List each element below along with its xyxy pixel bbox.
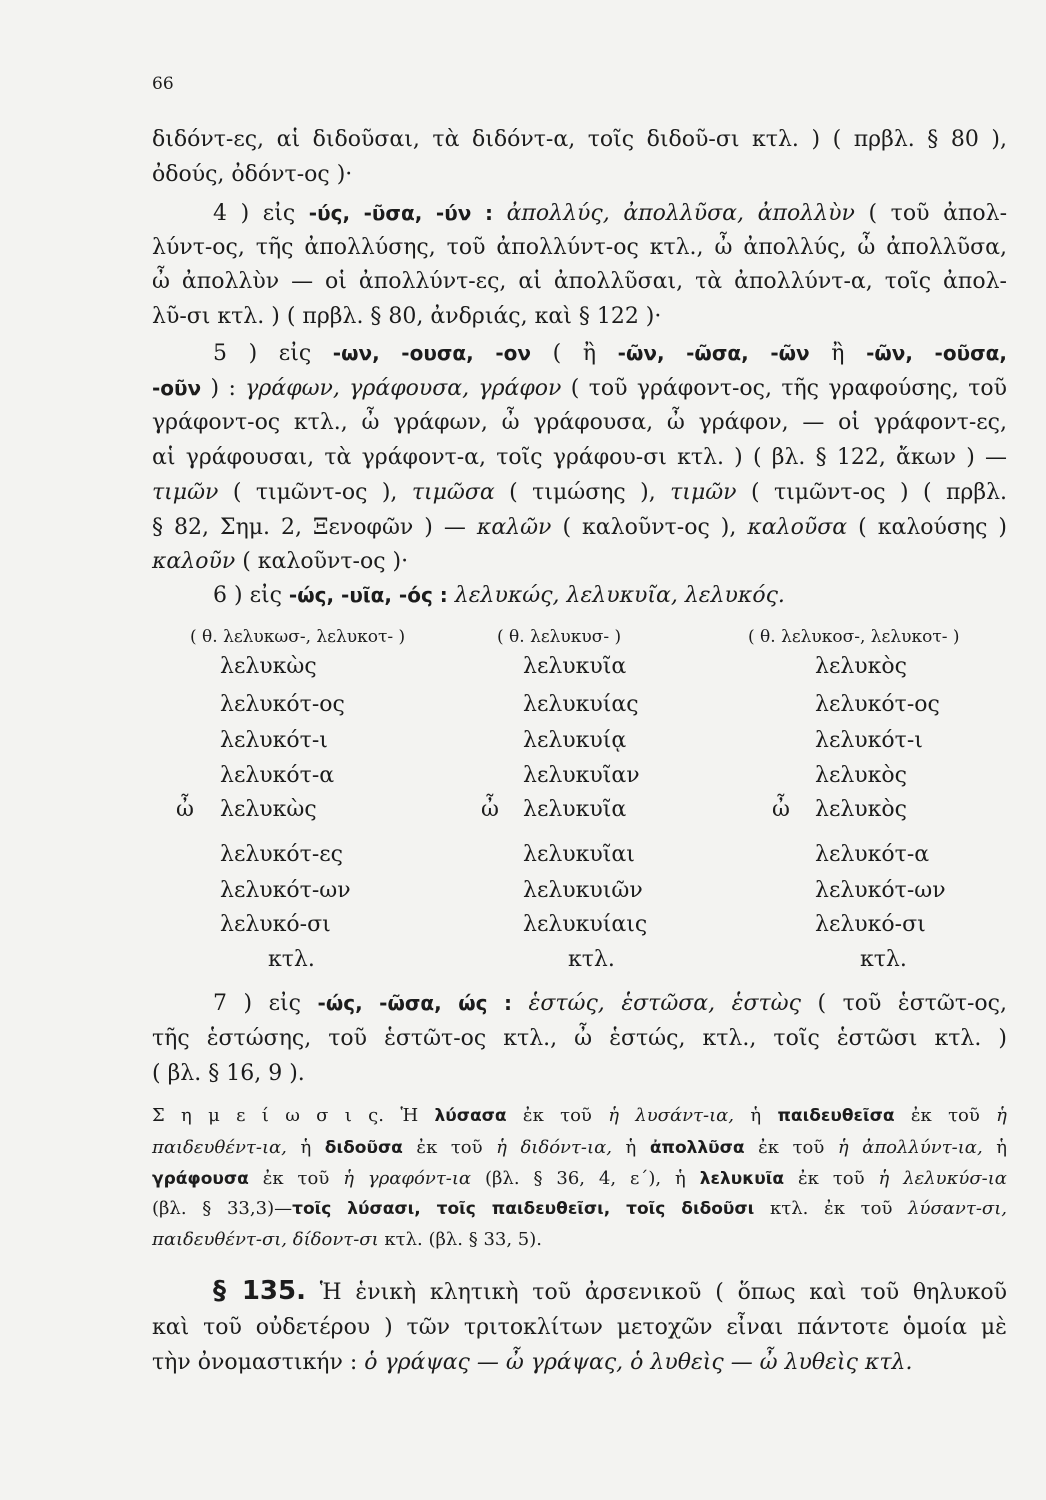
note-line [152,1227,1007,1253]
table-cell: λελυκότ-ων [815,878,946,903]
item-4-line: ὦ ἀπολλὺν — οἱ ἀπολλύντ-ες, αἱ ἀπολλῦσαι, τὰ ἀπολλύντ-α, τοῖς ἀπολ- [152,269,1007,294]
vocative-particle: ὦ [772,797,790,822]
table-cell: λελυκὸς [815,797,907,822]
item-number: 7 ) εἰς [213,991,301,1016]
note-line [152,1196,1007,1222]
item-number: 6 ) εἰς [213,583,282,608]
example-forms: τιμῶσα [411,480,495,505]
text-run: ἐκ τοῦ [798,1168,865,1189]
text-run: ἐκ τοῦ [910,1105,980,1126]
paragraph-line: διδόντ-ες, αἱ διδοῦσαι, τὰ διδόντ-α, τοῖς διδοῦ-σι κτλ. ) ( πρβλ. § 80 ), [152,127,1007,152]
text-run: (βλ. § 33,3)— [152,1198,293,1219]
note-label: Σ η μ ε ί ω σ ι ς. [152,1105,384,1126]
item-5-line [213,338,1007,369]
example-forms: καλοῦσα [747,515,848,540]
table-etc: κτλ. [860,947,907,972]
note-italic: ἡ διδόντ-ια, [496,1137,612,1158]
item-5-line [152,478,1007,508]
vocative-particle: ὦ [481,797,499,822]
ending-bold: -ύς, -ῦσα, -ύν : [308,201,493,225]
example-forms: καλῶν [476,515,552,540]
text-run: ἡ [625,1137,637,1158]
note-line [152,1135,1007,1161]
table-header-col3: ( θ. λελυκοσ-, λελυκοτ- ) [748,627,960,647]
note-italic: παιδευθέντ-σι, δίδοντ-σι [152,1229,379,1250]
table-cell: λελυκότ-ος [220,692,345,717]
text-run: ἐκ τοῦ [416,1137,483,1158]
table-cell: λελυκότ-ες [220,842,343,867]
text-run: Ἡ [400,1105,419,1126]
note-bold: γράφουσα [152,1169,249,1189]
table-cell: λελυκυίᾳ [523,728,627,753]
note-bold: διδοῦσα [324,1138,403,1158]
ending-bold: -ῶν, -ῶσα, -ῶν [617,341,810,365]
table-cell: λελυκότ-ι [220,728,328,753]
table-etc: κτλ. [268,947,315,972]
text-run: ( τοῦ ἀπολ- [868,201,1008,226]
item-number: 4 ) εἰς [213,201,296,226]
note-bold: παιδευθεῖσα [777,1106,895,1126]
note-italic: ἡ γραφόντ-ια [343,1168,472,1189]
text-run: ( τιμώσης ), [509,480,656,505]
table-cell: λελυκότ-α [815,842,930,867]
note-bold: λελυκυῖα [699,1169,785,1189]
note-italic: ἡ λυσάντ-ια, [608,1105,735,1126]
note-italic: ἡ λελυκύσ-ια [878,1168,1007,1189]
item-5-line [152,513,1007,543]
ending-bold: -ων, -ουσα, -ον [332,341,531,365]
item-7-line: τῆς ἑστώσης, τοῦ ἑστῶτ-ος κτλ., ὦ ἑστώς, κτλ., τοῖς ἑστῶσι κτλ. ) [152,1026,1007,1051]
text-run: ἐκ τοῦ [262,1168,330,1189]
table-cell: λελυκυῖα [523,797,627,822]
table-cell: λελυκότ-ι [815,728,923,753]
vocative-particle: ὦ [176,797,194,822]
text-run: ἡ [675,1168,686,1189]
item-number: 5 ) εἰς [213,341,312,366]
text-run: ( τοῦ γράφοντ-ος, τῆς γραφούσης, τοῦ [570,376,1007,401]
text-run: ἡ [750,1105,762,1126]
ending-bold: -ώς, -ῶσα, ώς : [317,991,513,1015]
text-run: ἢ [831,341,845,366]
text-run: Ἡ ἑνικὴ κλητικὴ τοῦ ἀρσενικοῦ ( ὅπως καὶ τοῦ θηλυκοῦ [319,1280,1008,1305]
text-run: ( καλούσης ) [858,515,1008,540]
table-cell: λελυκυῖαι [523,842,635,867]
example-forms: γράφων, γράφουσα, γράφον [245,376,562,401]
table-cell: λελυκὸς [815,654,907,679]
item-7-line: ( βλ. § 16, 9 ). [152,1061,305,1086]
table-cell: λελυκυῖαν [523,763,640,788]
example-forms: ἀπολλύς, ἀπολλῦσα, ἀπολλὺν [506,201,855,226]
item-6-line [213,580,1007,611]
table-cell: λελυκότ-ος [815,692,940,717]
note-bold: λύσασα [434,1106,507,1126]
text-run: § 82, Σημ. 2, Ξενοφῶν ) — [152,515,466,540]
note-line [152,1103,1007,1129]
example-forms: ἑστώς, ἑστῶσα, ἑστὼς [528,991,801,1016]
table-cell: λελυκὼς [220,797,317,822]
item-5-line: -οῦν ) : γράφων, γράφουσα, γράφον ( τοῦ γράφοντ-ος, τῆς γραφούσης, τοῦ [152,376,1007,401]
section-135-line: καὶ τοῦ οὐδετέρου ) τῶν τριτοκλίτων μετοχῶν εἶναι πάντοτε ὁμοία μὲ [152,1315,1007,1340]
note-italic: ἡ [996,1105,1007,1126]
item-5-line: γράφοντ-ος κτλ., ὦ γράφων, ὦ γράφουσα, ὦ γράφον, — οἱ γράφοντ-ες, [152,410,1007,435]
table-cell: λελυκότ-ων [220,878,351,903]
table-cell: λελυκυίας [523,692,639,717]
item-7-line [213,988,1007,1019]
table-etc: κτλ. [568,947,615,972]
table-header-col1: ( θ. λελυκωσ-, λελυκοτ- ) [190,627,406,647]
table-cell: λελυκυῖα [523,654,627,679]
table-cell: λελυκυιῶν [523,878,643,903]
text-run: ( τιμῶντ-ος ), [232,480,398,505]
table-cell: λελυκυίαις [523,912,648,937]
item-4-line: λύντ-ος, τῆς ἀπολλύσης, τοῦ ἀπολλύντ-ος κτλ., ὦ ἀπολλύς, ὦ ἀπολλῦσα, [152,235,1007,260]
text-run: ( τιμῶντ-ος ) ( πρβλ. [750,480,1008,505]
item-4-line: λῦ-σι κτλ. ) ( πρβλ. § 80, ἀνδριάς, καὶ § 122 )· [152,304,662,329]
example-forms: λελυκώς, λελυκυῖα, λελυκός. [454,583,785,608]
text-run: (βλ. § 36, 4, ε΄), [485,1168,662,1189]
table-cell: λελυκότ-α [220,763,335,788]
text-run: ( καλοῦντ-ος )· [242,549,409,574]
text-run: ἐκ τοῦ [522,1105,592,1126]
table-cell: λελυκό-σι [815,912,926,937]
page-number: 66 [152,74,174,94]
item-4-line [213,198,1007,229]
section-135-line [213,1276,1007,1308]
example-forms: ὁ γράψας — ὦ γράψας, ὁ λυθεὶς — ὦ λυθεὶς κτλ. [364,1350,913,1375]
ending-bold: -οῦν [152,376,202,400]
text-run: ( ἢ [552,341,597,366]
item-5-line: αἱ γράφουσαι, τὰ γράφοντ-α, τοῖς γράφου-σι κτλ. ) ( βλ. § 122, ἄκων ) — [152,445,1007,470]
text-run: κτλ. (βλ. § 33, 5). [384,1229,542,1250]
text-run: κτλ. ἐκ τοῦ [770,1198,893,1219]
section-135-line [152,1348,1007,1378]
item-5-line [152,547,1007,577]
example-forms: καλοῦν [152,549,236,574]
text-run: ἐκ τοῦ [758,1137,825,1158]
note-italic: παιδευθέντ-ια, [152,1137,287,1158]
note-italic: ἡ ἀπολλύντ-ια, [837,1137,983,1158]
paragraph-line: ὀδούς, ὀδόντ-ος )· [152,162,353,187]
table-cell: λελυκὸς [815,763,907,788]
ending-bold: -ώς, -υῖα, -ός : [288,583,448,607]
example-forms: τιμῶν [670,480,737,505]
text-run: ἡ [996,1137,1008,1158]
text-run: ( καλοῦντ-ος ), [562,515,737,540]
example-forms: τιμῶν [152,480,219,505]
note-bold: τοῖς λύσασι, τοῖς παιδευθεῖσι, τοῖς διδοῦσι [292,1199,755,1219]
text-run: ( τοῦ ἑστῶτ-ος, [817,991,1007,1016]
ending-bold: -ῶν, -οῦσα, [866,341,1008,365]
section-number: § 135. [213,1276,306,1306]
text-run: ἡ [300,1137,312,1158]
table-cell: λελυκό-σι [220,912,331,937]
table-cell: λελυκὼς [220,654,317,679]
note-bold: ἀπολλῦσα [649,1138,745,1158]
text-run: τὴν ὀνομαστικήν : [152,1350,358,1375]
note-italic: λύσαντ-σι, [908,1198,1007,1219]
note-line [152,1166,1007,1192]
table-header-col2: ( θ. λελυκυσ- ) [497,627,622,647]
